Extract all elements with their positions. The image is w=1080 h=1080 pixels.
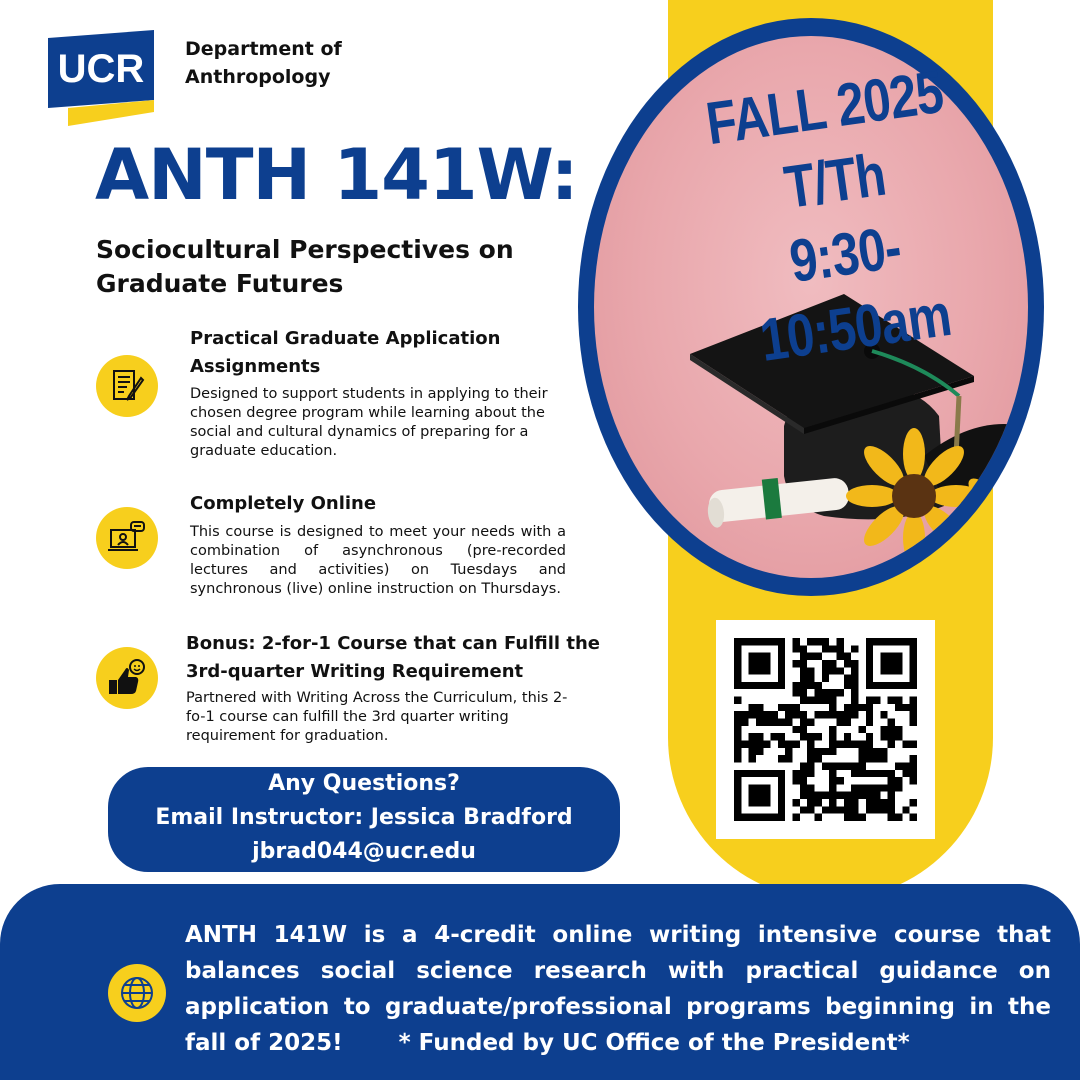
globe-icon xyxy=(108,964,166,1022)
feature-desc-applications: Designed to support students in applying to their chosen degree program while learning about the social and cultural dynamics of preparing for a graduate education. xyxy=(190,386,548,459)
instructor-line: Email Instructor: Jessica Bradford xyxy=(155,805,573,830)
contact-box xyxy=(108,767,620,872)
feature-desc-online: This course is designed to meet your needs with a combination of asynchronous (pre-recorded lectures and activities) on Tuesdays and synchronous (live) online instruction on Thursdays. xyxy=(190,524,566,597)
department-name: Department of Anthropology xyxy=(185,38,342,88)
feature-title-online: Completely Online xyxy=(190,493,377,514)
qr-code-icon xyxy=(734,638,917,821)
svg-text:UCR: UCR xyxy=(57,47,145,91)
instructor-email-link[interactable]: jbrad044@ucr.edu xyxy=(252,839,476,864)
thumbs-up-icon xyxy=(96,647,158,709)
term-label: FALL 2025 xyxy=(702,57,947,158)
feature-title-applications: Practical Graduate Application Assignments xyxy=(190,328,501,377)
online-laptop-icon xyxy=(96,507,158,569)
qr-code[interactable] xyxy=(716,620,935,839)
course-title: ANTH 141W: xyxy=(95,134,578,216)
document-pen-icon xyxy=(96,355,158,417)
questions-heading: Any Questions? xyxy=(268,771,460,796)
feature-desc-bonus: Partnered with Writing Across the Curriculum, this 2-fo-1 course can fulfill the 3rd quarter writing requirement for graduation. xyxy=(186,690,568,744)
footer-description: ANTH 141W is a 4-credit online writing intensive course that balances social science research with practical guidance on application to graduate/professional programs beginning in the fall of 2025! * Funded by UC Office of the President* xyxy=(185,922,1051,1056)
funding-note: * Funded by UC Office of the President* xyxy=(398,1030,910,1056)
feature-title-bonus: Bonus: 2-for-1 Course that can Fulfill the 3rd-quarter Writing Requirement xyxy=(186,633,600,682)
schedule-banner xyxy=(641,46,1039,389)
time-label: 9:30-10:50am xyxy=(756,213,955,374)
days-label: T/Th xyxy=(780,140,890,222)
course-subtitle: Sociocultural Perspectives on Graduate Futures xyxy=(96,235,514,298)
ucr-logo xyxy=(48,30,154,126)
